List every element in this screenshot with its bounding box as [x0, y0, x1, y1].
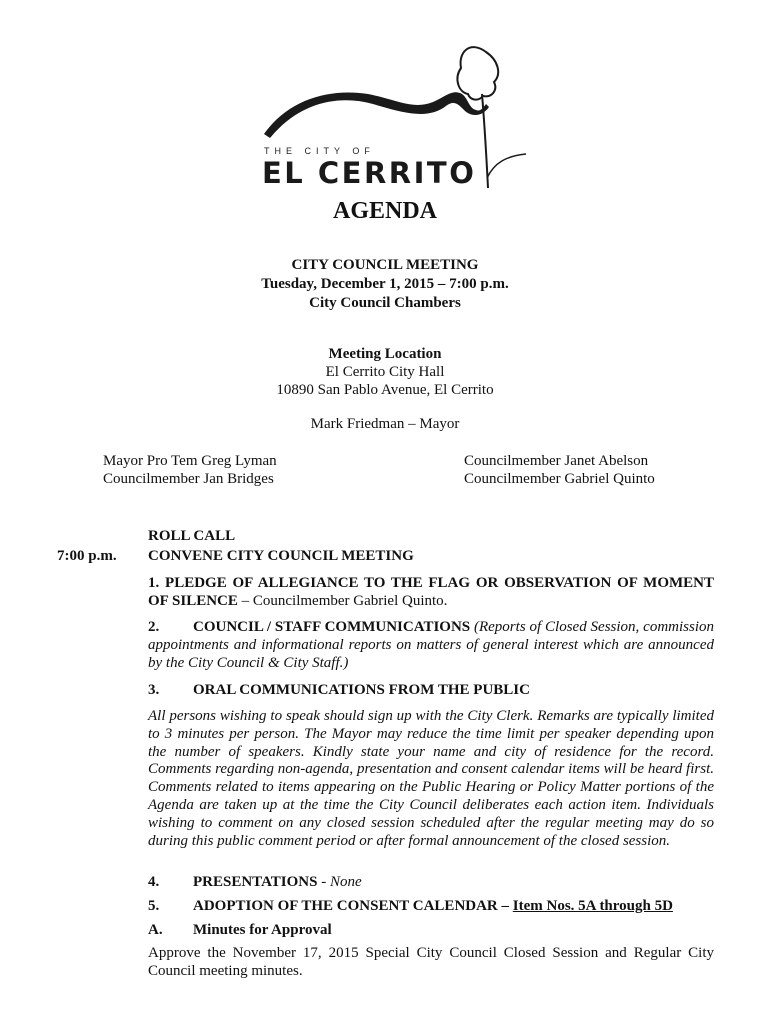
item-range-link: Item Nos. 5A through 5D [512, 898, 673, 914]
council-member: Councilmember Jan Bridges [103, 471, 274, 487]
item-detail: - None [317, 874, 362, 890]
agenda-item-4 [148, 874, 714, 892]
council-right-column [464, 452, 655, 488]
agenda-item-2 [148, 619, 714, 672]
page-title: AGENDA [332, 198, 437, 224]
meeting-datetime: Tuesday, December 1, 2015 – 7:00 p.m. [261, 276, 509, 292]
location-heading: Meeting Location [328, 346, 442, 362]
agenda-item-3-text: All persons wishing to speak should sign up with the City Clerk. Remarks are typically limited to 3 minutes per person. The Mayor may reduce the time limit per speaker depending upon the number of speakers. Kindly state your name and city of residence for the record. Comments regarding non-agenda, presentation and consent calendar items will be heard first. Comments related to items appearing on the Public Hearing or Policy Matter portions of the Agenda are taken up at the time the City Council deliberates each action item. Individuals wishing to comment on any closed session scheduled after the regular meeting may do so during this public comment period or after formal announcement of the closed session. [148, 708, 714, 849]
item-title: COUNCIL / STAFF COMMUNICATIONS [193, 619, 471, 635]
item-number: 4. [148, 874, 160, 890]
meeting-location [0, 345, 770, 399]
meeting-place: City Council Chambers [309, 295, 461, 311]
item-title: ADOPTION OF THE CONSENT CALENDAR – [193, 898, 513, 914]
roll-call: ROLL CALL [148, 528, 236, 544]
city-logo [258, 38, 540, 198]
item-detail: (Reports of Closed Session, commission appointments and informational reports on matters of general interest which are announced by the City Council & City Staff.) [148, 619, 714, 671]
item-number: 3. [148, 682, 160, 698]
council-member: Mayor Pro Tem Greg Lyman [103, 453, 277, 469]
item-detail: – Councilmember Gabriel Quinto. [237, 592, 448, 609]
item-title: PRESENTATIONS [193, 874, 318, 890]
item-title: PLEDGE OF ALLEGIANCE TO THE FLAG OR OBSERVATION OF MOMENT OF SILENCE [148, 575, 715, 609]
meeting-info [0, 256, 770, 313]
agenda-item-5 [148, 898, 714, 916]
council-member: Councilmember Janet Abelson [464, 453, 649, 469]
item-number: 5. [148, 898, 160, 914]
agenda-item-1 [148, 575, 714, 611]
agenda-item-5a-heading [148, 922, 714, 940]
agenda-item-3-heading [148, 682, 714, 700]
meeting-time: 7:00 p.m. [57, 548, 117, 564]
logo-big-text: EL CERRITO [262, 156, 477, 190]
item-number: 2. [148, 619, 160, 635]
item-number: 1. [148, 575, 160, 591]
item-title: ORAL COMMUNICATIONS FROM THE PUBLIC [193, 682, 530, 698]
item-title: Minutes for Approval [193, 922, 332, 938]
location-building: El Cerrito City Hall [325, 364, 445, 380]
location-address: 10890 San Pablo Avenue, El Cerrito [276, 382, 494, 398]
logo-small-text: THE CITY OF [264, 146, 375, 156]
meeting-name: CITY COUNCIL MEETING [291, 257, 479, 273]
item-number: A. [148, 922, 163, 938]
council-left-column [103, 452, 277, 488]
agenda-item-5a-text: Approve the November 17, 2015 Special City Council Closed Session and Regular City Council meeting minutes. [148, 945, 714, 979]
council-member: Councilmember Gabriel Quinto [464, 471, 655, 487]
convene-heading: CONVENE CITY COUNCIL MEETING [148, 548, 414, 564]
mayor-line: Mark Friedman – Mayor [310, 416, 460, 432]
